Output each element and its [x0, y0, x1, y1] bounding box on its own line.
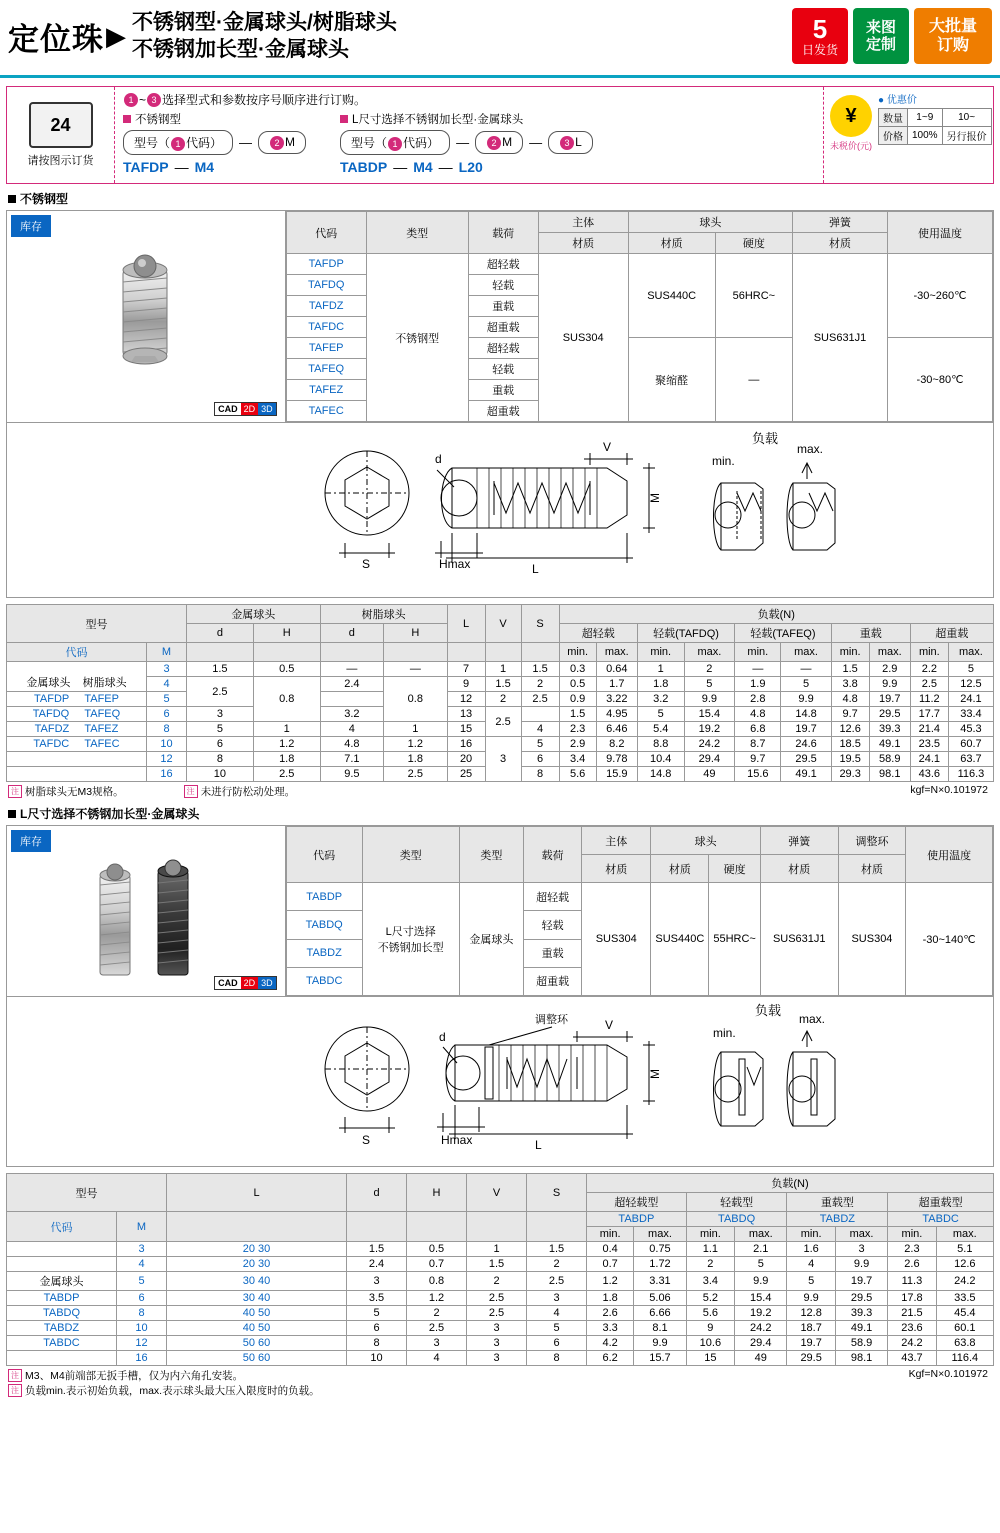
dim-M-2: M	[648, 1069, 662, 1079]
order-col-long	[340, 111, 593, 175]
dim-ring-2: 调整环	[535, 1014, 568, 1026]
note-mark-icon-2: 注	[184, 785, 198, 798]
badge-days-text: 日发货	[801, 43, 838, 57]
model-pill-1: 型号（ 1 代码）	[123, 130, 233, 155]
title-arrow-icon: ▶	[106, 21, 126, 51]
table2-row: TABDP 6 30 40 3.5 1.2 2.5 3 1.8 5.06 5.2 15.4 9.9 29.5 17.8 33.5	[7, 1291, 994, 1306]
spec2-header-row-2: 材质 材质 硬度 材质 材质	[286, 855, 992, 883]
table2-header-2: 超轻载型 轻载型 重载型 超重载型	[7, 1193, 994, 1212]
spec2-row-4: TABDC 超重载	[286, 967, 992, 995]
badge-custom-drawing	[853, 8, 909, 64]
spec2-row-1: TABDP L尺寸选择 不锈钢加长型 金属球头 超轻载 SUS304 SUS440C 55HRC~ SUS631J1 SUS304 -30~140℃	[286, 883, 992, 911]
phone-icon	[29, 102, 93, 148]
table1-row: TAFDP TAFEP 5 12 2 2.5 0.9 3.22 3.2 9.9 2.8 9.9 4.8 19.7 11.2 24.1	[7, 692, 994, 707]
table2-row: TABDQ 8 40 50 5 2 2.5 4 2.6 6.66 5.6 19.2 12.8 39.3 21.5 45.4	[7, 1306, 994, 1321]
l-pill-2: 3 L	[548, 131, 593, 154]
t1-label-metal: 金属球头	[26, 677, 71, 689]
section2-title: L尺寸选择不锈钢加长型·金属球头	[8, 805, 1000, 822]
spec1-row-6: TAFEQ 轻载	[286, 359, 992, 380]
example1-m: M4	[194, 159, 215, 175]
dim-d-2: d	[439, 1030, 446, 1044]
t1-code-c: TAFDC TAFEC	[7, 737, 147, 752]
section1-title: 不锈钢型	[8, 190, 1000, 207]
stock-badge-2: 库存	[11, 830, 51, 852]
page-header	[0, 0, 1000, 78]
order-col2-title: L尺寸选择不锈钢加长型·金属球头	[352, 114, 524, 126]
note-mark-icon-3: 注	[8, 1369, 22, 1382]
table1-dimensions	[6, 604, 994, 782]
order-col-standard	[123, 111, 306, 175]
table1-note-2: 注 未进行防松动处理。	[184, 784, 296, 799]
price-note: 未税价(元)	[830, 141, 872, 151]
example2-m: M4	[413, 159, 433, 175]
page-title: 定位珠	[8, 22, 104, 57]
section1-panel	[6, 210, 994, 598]
spec1-row-2: TAFDQ 轻载	[286, 275, 992, 296]
badge-orange-line1: 大批量	[928, 17, 977, 35]
table2-header-1: 型号 L d H V S 负载(N)	[7, 1174, 994, 1193]
dim-V-1: V	[603, 440, 612, 454]
order-instruction-box	[6, 86, 994, 184]
example1-model: TAFDP	[123, 159, 169, 175]
m-pill-1: 2 M	[258, 131, 306, 154]
cad-download-button-1[interactable]: CAD 2D 3D	[214, 402, 277, 416]
t1-code-p: TAFDP TAFEP	[7, 692, 147, 707]
table2-row: 16 50 60 10 4 3 8 6.2 15.7 15 49 29.5 98.1 43.7 116.4	[7, 1351, 994, 1366]
table2-header-3: 代码 M TABDP TABDQ TABDZ TABDC	[7, 1212, 994, 1227]
order-col1-pills	[123, 130, 306, 155]
table2-dimensions	[6, 1173, 994, 1366]
spec1-row-5: TAFEP 超轻载 聚缩醛 — -30~80℃	[286, 338, 992, 359]
order-instruction-text: 选择型式和参数按序号顺序进行订购。	[162, 93, 367, 107]
order-col1-title: 不锈钢型	[135, 114, 181, 126]
spec1-row-3: TAFDZ 重载	[286, 296, 992, 317]
badge-shipping-days	[792, 8, 848, 64]
badge-green-line2: 定制	[865, 36, 896, 53]
t2-code-c: TABDC	[7, 1336, 117, 1351]
table1-note-1: 注 树脂球头无M3规格。	[8, 784, 124, 799]
order-example-1: TAFDP — M4	[123, 159, 215, 175]
product-photo-1	[71, 252, 221, 372]
product-photo-2	[66, 857, 226, 987]
dim-Hmax-2: Hmax	[441, 1133, 473, 1147]
table1-header-1: 型号 金属球头 树脂球头 L V S 负载(N)	[7, 605, 994, 624]
order-phone-label: 请按图示订货	[27, 155, 94, 167]
spec1-row-7: TAFEZ 重载	[286, 380, 992, 401]
section2-product-image	[7, 826, 286, 996]
table2-header-4: min. max. min. max. min. max. min. max.	[7, 1227, 994, 1242]
table1-notes	[8, 784, 992, 799]
model-pill-2: 型号（ 1 代码）	[340, 130, 450, 155]
t2-label-metal: 金属球头	[7, 1272, 117, 1291]
load-max-2: max.	[799, 1012, 826, 1026]
dim-d-1: d	[435, 452, 442, 466]
table1-header-2: d H d H 超轻载 轻载(TAFDQ) 轻载(TAFEQ) 重载 超重载	[7, 624, 994, 643]
spec2-row-3: TABDZ 重载	[286, 939, 992, 967]
step-number-3: 3	[147, 93, 161, 107]
subtitle-line-1: 不锈钢型·金属球头/树脂球头	[132, 11, 397, 35]
spec2-header-row-1: 代码 类型 类型 载荷 主体 球头 弹簧 调整环 使用温度	[286, 827, 992, 855]
t2-code-p: TABDP	[7, 1291, 117, 1306]
dim-S-2: S	[362, 1133, 371, 1147]
header-badges	[792, 8, 992, 64]
cad-download-button-2[interactable]: CAD 2D 3D	[214, 976, 277, 990]
load-label-1: 负载	[752, 431, 779, 446]
section2-dimension-drawing	[7, 996, 993, 1166]
spec2-row-2: TABDQ 轻载	[286, 911, 992, 939]
table1-row: 12 8 1.8 7.1 1.8 20 6 3.4 9.78 10.4 29.4 9.7 29.5 19.5 58.9 24.1 63.7	[7, 752, 994, 767]
table1-row: 16 10 2.5 9.5 2.5 25 8 5.6 15.9 14.8 49 15.6 49.1 29.3 98.1 43.6 116.3	[7, 767, 994, 782]
order-phone-block	[7, 87, 115, 183]
price-title: 优惠价	[886, 95, 917, 106]
t1-code-q: TAFDQ TAFEQ	[7, 707, 147, 722]
table1-note-unit: kgf=N×0.101972	[910, 784, 988, 796]
section1-spec-table	[286, 211, 993, 422]
table2-note-unit: Kgf=N×0.101972	[908, 1368, 988, 1380]
spec1-row-8: TAFEC 超重载	[286, 401, 992, 422]
table1-row: 金属球头 树脂球头 3 1.5 0.5 — — 7 1 1.5 0.3 0.64 1 2 — — 1.5 2.9 2.2 5	[7, 662, 994, 677]
load-min-1: min.	[712, 454, 735, 468]
section2-panel	[6, 825, 994, 1167]
order-steps	[115, 87, 823, 183]
load-label-2: 负载	[755, 1003, 782, 1018]
t2-code-q: TABDQ	[7, 1306, 117, 1321]
table1-row: TAFDZ TAFEZ 8 5 1 4 1 15 4 2.3 6.46 5.4 19.2 6.8 19.7 12.6 39.3 21.4 45.3	[7, 722, 994, 737]
spec1-row-4: TAFDC 超重载	[286, 317, 992, 338]
section1-dimension-drawing	[7, 422, 993, 597]
badge-bulk-order	[914, 8, 992, 64]
bullet-icon	[123, 115, 131, 123]
dim-L-2: L	[535, 1138, 542, 1152]
section2-top	[7, 826, 993, 996]
subtitle-line-2: 不锈钢加长型·金属球头	[132, 37, 349, 61]
t1-label-resin: 树脂球头	[82, 677, 127, 689]
note-mark-icon-4: 注	[8, 1384, 22, 1397]
section2-spec-table	[286, 826, 993, 996]
spec1-header-row-2: 材质 材质 硬度 材质	[286, 233, 992, 254]
table2-notes	[8, 1368, 992, 1398]
badge-days-number: 5	[812, 14, 828, 44]
page-subtitle	[132, 10, 397, 63]
dim-Hmax-1: Hmax	[439, 557, 471, 571]
example2-model: TABDP	[340, 159, 388, 175]
table1-header-3: 代码 M min. max. min. max. min. max. min. max. min. max.	[7, 643, 994, 662]
table2-row: TABDZ 10 40 50 6 2.5 3 5 3.3 8.1 9 24.2 18.7 49.1 23.6 60.1	[7, 1321, 994, 1336]
yen-icon: ¥	[830, 95, 872, 137]
table2-row: 金属球头 5 30 40 3 0.8 2 2.5 1.2 3.31 3.4 9.9 5 19.7 11.3 24.2	[7, 1272, 994, 1291]
t2-code-z: TABDZ	[7, 1321, 117, 1336]
section1-product-image	[7, 211, 286, 422]
table2-note-1: 注 M3、M4前端部无扳手槽，仅为内六角孔安装。	[8, 1368, 992, 1383]
order-example-2: TABDP — M4 — L20	[340, 159, 483, 175]
spec1-header-row-1: 代码 类型 载荷 主体 球头 弹簧 使用温度	[286, 212, 992, 233]
load-min-2: min.	[713, 1026, 736, 1040]
dim-L-1: L	[532, 562, 539, 576]
dim-V-2: V	[605, 1018, 614, 1032]
badge-green-line1: 来图	[865, 18, 896, 36]
stock-badge-1: 库存	[11, 215, 51, 237]
m-pill-2: 2 M	[475, 131, 523, 154]
note-mark-icon: 注	[8, 785, 22, 798]
price-block: ¥ 未税价(元) ● 优惠价 数量 1~9 10~ 价格 100% 另行报价	[823, 87, 993, 183]
step-number-1: 1	[124, 93, 138, 107]
order-columns	[123, 111, 815, 175]
table1-row: TAFDC TAFEC 10 6 1.2 4.8 1.2 16 3 5 2.9 8.2 8.8 24.2 8.7 24.6 18.5 49.1 23.5 60.7	[7, 737, 994, 752]
table1-row: TAFDQ TAFEQ 6 3 3.2 13 2.5 1.5 4.95 5 15.4 4.8 14.8 9.7 29.5 17.7 33.4	[7, 707, 994, 722]
spec1-row-1: TAFDP 不锈钢型 超轻载 SUS304 SUS440C 56HRC~ SUS631J1 -30~260℃	[286, 254, 992, 275]
phone-hours: 24	[50, 114, 71, 135]
t1-code-z: TAFDZ TAFEZ	[7, 722, 147, 737]
table2-row: 3 20 30 1.5 0.5 1 1.5 0.4 0.75 1.1 2.1 1.6 3 2.3 5.1	[7, 1242, 994, 1257]
section-bullet-icon	[8, 195, 16, 203]
table2-row: 4 20 30 2.4 0.7 1.5 2 0.7 1.72 2 5 4 9.9 2.6 12.6	[7, 1257, 994, 1272]
example2-l: L20	[458, 159, 483, 175]
order-instruction-line: 1 ~ 3 选择型式和参数按序号顺序进行订购。	[123, 91, 815, 108]
price-row-qty: 数量 1~9 10~	[879, 109, 992, 127]
section1-top	[7, 211, 993, 422]
dim-M-1: M	[648, 493, 662, 503]
dash-1: —	[239, 135, 253, 150]
badge-orange-line2: 订购	[936, 37, 969, 54]
bullet-icon-2	[340, 115, 348, 123]
order-col2-pills: 型号（ 1 代码） — 2 M — 3 L	[340, 130, 593, 155]
spec2-type-main: L尺寸选择 不锈钢加长型	[362, 883, 459, 996]
table1-row: 4 2.5 0.8 2.4 0.8 9 1.5 2 0.5 1.7 1.8 5 1.9 5 3.8 9.9 2.5 12.5	[7, 677, 994, 692]
load-max-1: max.	[797, 442, 824, 456]
price-row-price: 价格 100% 另行报价	[879, 127, 992, 145]
dim-S-1: S	[362, 557, 371, 571]
table2-row: TABDC 12 50 60 8 3 3 6 4.2 9.9 10.6 29.4 19.7 58.9 24.2 63.8	[7, 1336, 994, 1351]
section2-bullet-icon	[8, 810, 16, 818]
price-table	[878, 108, 992, 145]
table2-note-2: 注 负载min.表示初始负载，max.表示球头最大压入限度时的负载。	[8, 1383, 992, 1398]
